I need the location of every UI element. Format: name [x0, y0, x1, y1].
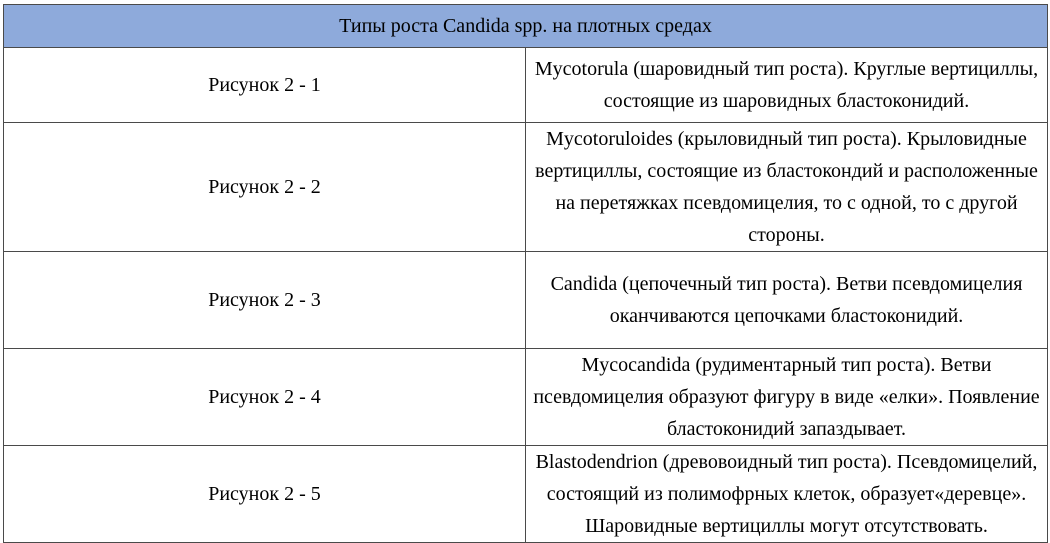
figure-label: Рисунок 2 - 2 [4, 123, 526, 252]
table-title: Типы роста Candida spp. на плотных средах [4, 5, 1048, 48]
growth-description: Candida (цепочечный тип роста). Ветви псевдомицелия оканчиваются цепочками бластоконидий. [526, 252, 1048, 349]
table-row [4, 446, 1048, 543]
figure-label: Рисунок 2 - 5 [4, 446, 526, 543]
growth-description: Mycotoruloides (крыловидный тип роста). Крыловидные вертициллы, состоящие из бластокондий и расположенные на перетяжках псевдомицелия, то с одной, то с другой стороны. [526, 123, 1048, 252]
table-row [4, 252, 1048, 349]
table-row [4, 123, 1048, 252]
figure-label: Рисунок 2 - 4 [4, 349, 526, 446]
growth-description: Mycocandida (рудиментарный тип роста). Ветви псевдомицелия образуют фигуру в виде «елки». Появление бластоконидий запаздывает. [526, 349, 1048, 446]
growth-description: Blastodendrion (древовоидный тип роста). Псевдомицелий, состоящий из полимофрных клеток, образует«деревце». Шаровидные вертициллы могут отсутствовать. [526, 446, 1048, 543]
table-row [4, 48, 1048, 123]
growth-description: Mycotorula (шаровидный тип роста). Круглые вертициллы, состоящие из шаровидных бластоконидий. [526, 48, 1048, 123]
table-container [3, 4, 1048, 543]
candida-growth-table [3, 4, 1048, 543]
figure-label: Рисунок 2 - 1 [4, 48, 526, 123]
table-header-row [4, 5, 1048, 48]
figure-label: Рисунок 2 - 3 [4, 252, 526, 349]
table-row [4, 349, 1048, 446]
